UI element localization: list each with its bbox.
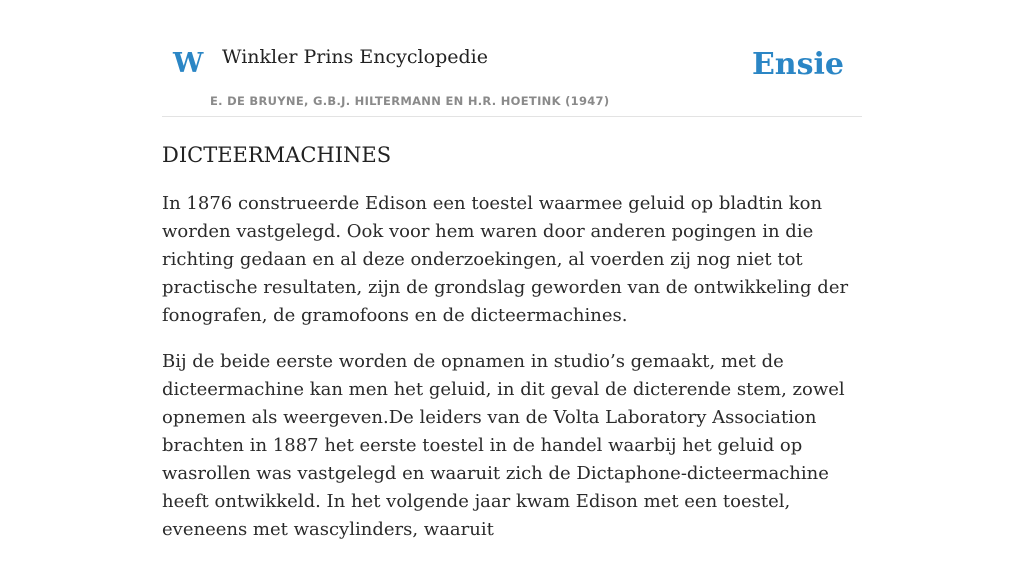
article-title: DICTEERMACHINES (162, 143, 392, 167)
article-content (162, 140, 862, 562)
article-paragraph-2: Bij de beide eerste worden de opnamen in studio’s gemaakt, met de dicteermachine kan men het geluid, in dit geval de dicterende stem, zowel opnemen als weergeven.De leiders van de Volta Laboratory Association brachten in 1887 het eerste toestel in de handel waarbij het geluid op wasrollen was vastgelegd en waaruit zich de Dictaphone-dicteermachine heeft ontwikkeld. In het volgende jaar kwam Edison met een toestel, eveneens met wascylinders, waaruit (162, 351, 845, 540)
winkler-prins-logo[interactable]: W (173, 48, 204, 79)
authors-line: E. DE BRUYNE, G.B.J. HILTERMANN EN H.R. HOETINK (1947) (210, 94, 610, 108)
site-title[interactable]: Winkler Prins Encyclopedie (222, 46, 488, 68)
ensie-logo[interactable]: Ensie (751, 47, 844, 82)
site-header (162, 0, 862, 117)
article-paragraph-1: In 1876 construeerde Edison een toestel waarmee geluid op bladtin kon worden vastgelegd. Ook voor hem waren door anderen pogingen in die richting gedaan en al deze onderzoekingen, al voerden zij nog niet tot practische resultaten, zijn de grondslag geworden van de ontwikkeling der fonografen, de gramofoons en de dicteermachines. (162, 193, 849, 326)
